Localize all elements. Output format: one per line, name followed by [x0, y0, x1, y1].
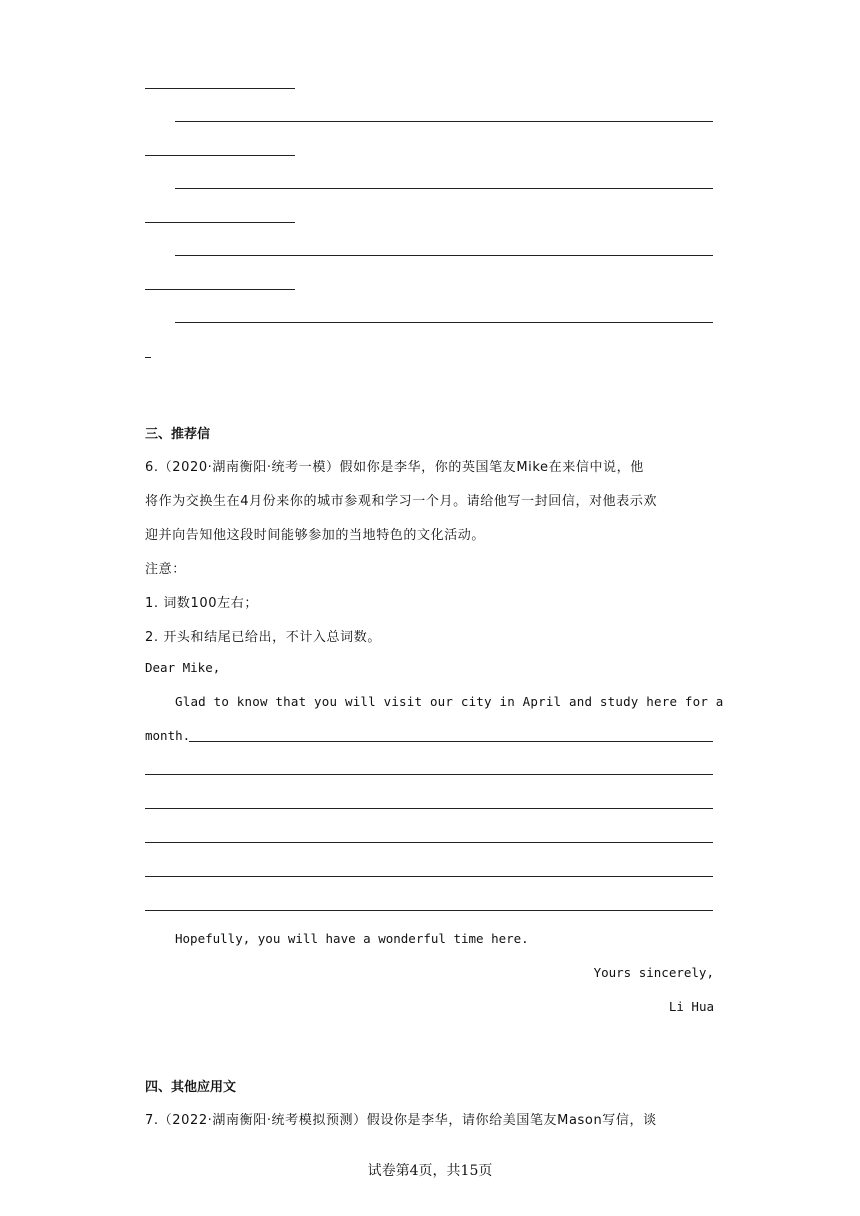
- note-item: 2. 开头和结尾已给出，不计入总词数。: [145, 630, 381, 645]
- writing-line[interactable]: [145, 842, 713, 843]
- writing-line[interactable]: [145, 910, 713, 911]
- answer-line[interactable]: [145, 222, 295, 223]
- answer-line[interactable]: [175, 188, 713, 189]
- section-heading: 四、其他应用文: [145, 1080, 237, 1095]
- section-heading: 三、推荐信: [145, 427, 211, 442]
- note-label: 注意：: [145, 562, 186, 577]
- answer-line[interactable]: [145, 155, 295, 156]
- writing-line[interactable]: [189, 741, 713, 742]
- letter-body: Glad to know that you will visit our city in April and study here for a: [175, 694, 724, 709]
- writing-line[interactable]: [145, 808, 713, 809]
- answer-line[interactable]: [145, 357, 151, 358]
- question-text: 迎并向告知他这段时间能够参加的当地特色的文化活动。: [145, 528, 486, 543]
- writing-line[interactable]: [145, 774, 713, 775]
- letter-closing: Hopefully, you will have a wonderful time here.: [175, 931, 529, 946]
- salutation: Dear Mike,: [145, 660, 221, 675]
- answer-line[interactable]: [175, 255, 713, 256]
- signoff: Yours sincerely,: [593, 965, 714, 980]
- answer-line[interactable]: [175, 121, 713, 122]
- page-number: 试卷第4页，共15页: [367, 1163, 493, 1179]
- note-item: 1. 词数100左右；: [145, 596, 258, 611]
- signature: Li Hua: [668, 999, 714, 1014]
- letter-body: month.: [145, 728, 191, 743]
- writing-line[interactable]: [145, 876, 713, 877]
- question-text: 7.（2022·湖南衡阳·统考模拟预测）假设你是李华，请你给美国笔友Mason写信，谈: [145, 1113, 657, 1128]
- question-text: 6.（2020·湖南衡阳·统考一模）假如你是李华，你的英国笔友Mike在来信中说，他: [145, 460, 644, 475]
- question-text: 将作为交换生在4月份来你的城市参观和学习一个月。请给他写一封回信，对他表示欢: [145, 494, 658, 509]
- answer-line[interactable]: [175, 322, 713, 323]
- answer-line[interactable]: [145, 289, 295, 290]
- answer-line[interactable]: [145, 88, 295, 89]
